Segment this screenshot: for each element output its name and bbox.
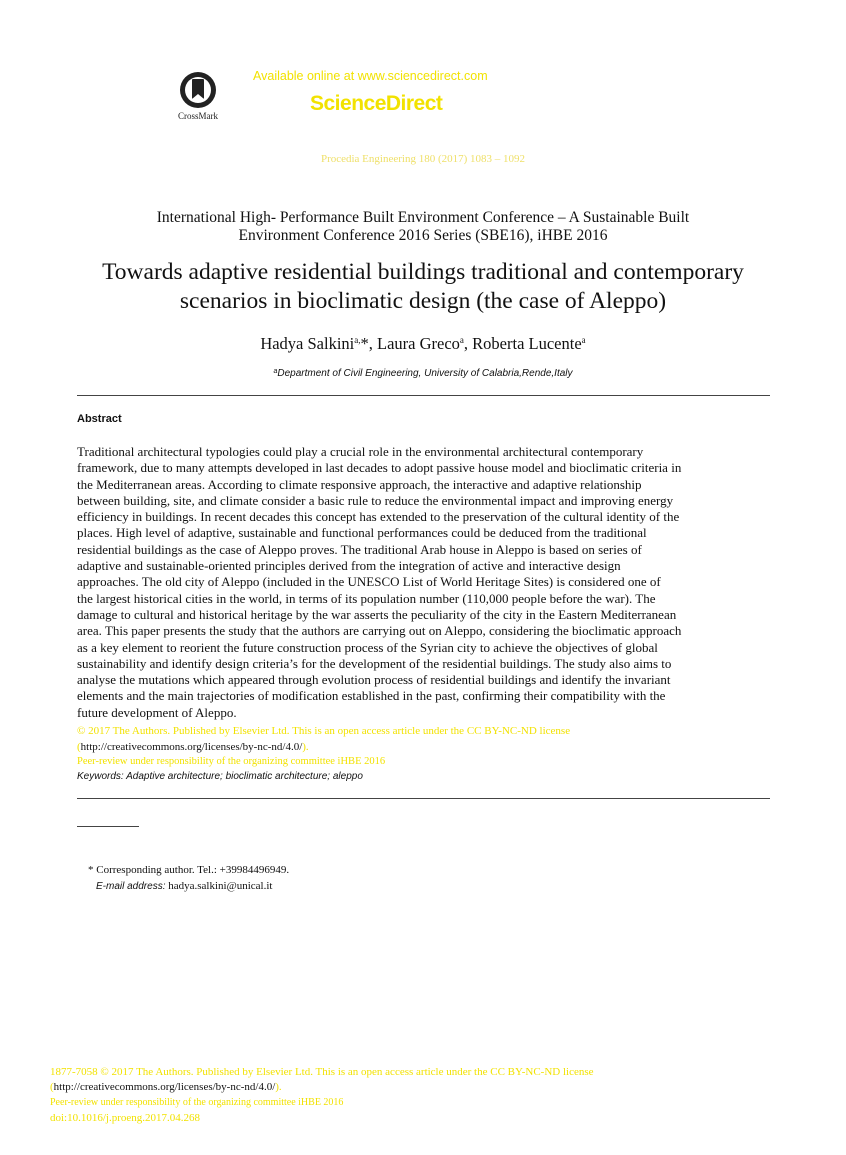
conference-line: Environment Conference 2016 Series (SBE16), iHBE 2016 bbox=[238, 227, 608, 244]
abstract-line: elements and the main trajectories of modification established in the past, confirming their compatibility with the bbox=[77, 688, 666, 704]
author-affiliation-mark: a bbox=[459, 335, 464, 345]
conference-line: International High- Performance Built Environment Conference – A Sustainable Built bbox=[156, 209, 690, 226]
footer-issn-copyright: 1877-7058 © 2017 The Authors. Published by Elsevier Ltd. This is an open access article under the CC BY-NC-ND license bbox=[50, 1066, 594, 1078]
footer-license-paren-close: ). bbox=[275, 1081, 282, 1093]
abstract-line: residential buildings as the case of Aleppo proves. The traditional Arab house in Aleppo is based on series of bbox=[77, 541, 642, 557]
abstract-line: places. High level of adaptive, sustainable and functional performances could be deduced from the traditional bbox=[77, 525, 647, 541]
email-address[interactable]: hadya.salkini@unical.it bbox=[165, 880, 273, 892]
author-affiliation-mark: a, bbox=[354, 335, 361, 345]
author-name: Hadya Salkini bbox=[260, 334, 355, 353]
conference-name bbox=[60, 209, 786, 245]
abstract-line: the Mediterranean areas. According to climate responsive approach, the interactive and adaptive relationship bbox=[77, 476, 642, 492]
abstract-heading: Abstract bbox=[77, 413, 122, 425]
copyright-notice: © 2017 The Authors. Published by Elsevier Ltd. This is an open access article under the CC BY-NC-ND license bbox=[77, 725, 571, 737]
author-name: Laura Greco bbox=[377, 334, 460, 353]
title-line: Towards adaptive residential buildings traditional and contemporary bbox=[102, 259, 744, 285]
license-paren-open: ( bbox=[77, 741, 81, 753]
footer-peer-review: Peer-review under responsibility of the organizing committee iHBE 2016 bbox=[50, 1097, 344, 1108]
sciencedirect-logo[interactable]: ScienceDirect bbox=[310, 92, 443, 115]
author-list bbox=[0, 334, 846, 354]
section-divider bbox=[77, 798, 770, 799]
abstract-line: future development of Aleppo. bbox=[77, 704, 237, 720]
title-line: scenarios in bioclimatic design (the case of Aleppo) bbox=[179, 288, 667, 314]
abstract-line: damage to cultural and historical heritage by the war asserts the peculiarity of the city in the Eastern Mediterranean bbox=[77, 606, 677, 622]
available-online-text[interactable]: Available online at www.sciencedirect.com bbox=[253, 69, 488, 83]
footer-license-line bbox=[50, 1081, 282, 1093]
footer-doi[interactable]: doi:10.1016/j.proeng.2017.04.268 bbox=[50, 1112, 201, 1124]
author-separator: *, bbox=[360, 334, 378, 353]
footer-license-paren-open: ( bbox=[50, 1081, 54, 1093]
section-divider bbox=[77, 395, 770, 396]
author-affiliation-mark: a bbox=[581, 335, 586, 345]
abstract-line: the largest historical cities in the world, in terms of its population number (110,000 people before the war). The bbox=[77, 590, 656, 606]
abstract-line: as a key element to reorient the future construction process of the Syrian city to achieve the objectives of global bbox=[77, 639, 658, 655]
email-line bbox=[96, 880, 272, 892]
journal-reference: Procedia Engineering 180 (2017) 1083 – 1092 bbox=[320, 153, 526, 165]
crossmark-icon bbox=[178, 70, 218, 110]
peer-review-notice: Peer-review under responsibility of the organizing committee iHBE 2016 bbox=[77, 756, 386, 767]
affiliation-text: Department of Civil Engineering, University of Calabria,Rende,Italy bbox=[277, 368, 573, 379]
footer-license-link[interactable]: http://creativecommons.org/licenses/by-nc-nd/4.0/ bbox=[53, 1081, 276, 1093]
license-link[interactable]: http://creativecommons.org/licenses/by-nc-nd/4.0/ bbox=[80, 741, 303, 753]
author-separator: , bbox=[463, 334, 473, 353]
abstract-line: analyse the mutations which appeared through evolution process of residential buildings and identify the invariant bbox=[77, 672, 671, 688]
abstract-line: approaches. The old city of Aleppo (included in the UNESCO List of World Heritage Sites) is considered one of bbox=[77, 574, 661, 590]
keywords: Keywords: Adaptive architecture; bioclimatic architecture; aleppo bbox=[77, 771, 363, 782]
author-name: Roberta Lucente bbox=[472, 334, 582, 353]
paper-title bbox=[40, 258, 806, 316]
abstract-line: area. This paper presents the study that the authors are carrying out on Aleppo, considering the bioclimatic approach bbox=[77, 623, 682, 639]
abstract-line: between building, site, and climate consider a basic rule to reduce the environmental impact and improving energy bbox=[77, 492, 674, 508]
license-paren-close: ). bbox=[302, 741, 309, 753]
email-label: E-mail address: bbox=[96, 881, 166, 892]
abstract-body bbox=[77, 444, 770, 721]
crossmark-label: CrossMark bbox=[178, 111, 218, 121]
abstract-line: efficiency in buildings. In recent decades this concept has extended to the preservation of the cultural identity of the bbox=[77, 509, 680, 525]
abstract-line: sustainability and identify design criteria’s for the development of the residential buildings. The study also aims to bbox=[77, 655, 672, 671]
abstract-line: framework, due to many attempts developed in last decades to adopt passive house model and bioclimatic criteria in bbox=[77, 460, 682, 476]
abstract-line: Traditional architectural typologies could play a crucial role in the environmental architectural contemporary bbox=[77, 444, 644, 459]
corresponding-author: * Corresponding author. Tel.: +39984496949. bbox=[88, 864, 290, 876]
affiliation bbox=[0, 368, 846, 379]
footnote-divider bbox=[77, 826, 139, 827]
abstract-line: adaptive and sustainable-oriented principles derived from the integration of active and interactive design bbox=[77, 558, 621, 574]
affiliation-mark: a bbox=[273, 368, 278, 375]
crossmark-logo[interactable] bbox=[170, 70, 226, 124]
license-line bbox=[77, 741, 309, 753]
